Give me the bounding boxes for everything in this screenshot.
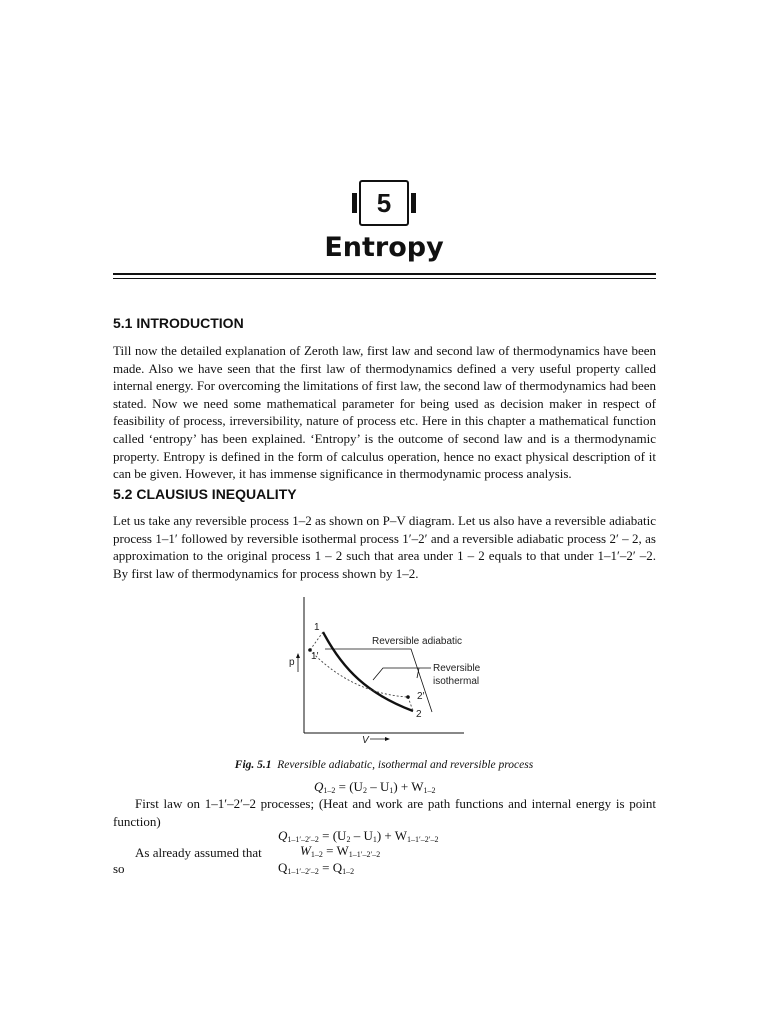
badge-right-bar	[411, 193, 416, 213]
label-p-axis: p	[289, 657, 295, 668]
title-rule-thick	[113, 273, 656, 275]
figure-number: Fig. 5.1	[234, 759, 272, 771]
badge-left-bar	[352, 193, 357, 213]
label-point-1p: 1′	[311, 651, 319, 662]
label-isothermal: isothermal	[433, 676, 480, 687]
equation-work-equality: $W_{1-2} = W_{1-1'-2'-2}$	[300, 843, 381, 859]
equation-first-law-path: $Q_{1-1'-2'-2} = (U_2 - U_1) + W_{1-1'-2'-2}$	[278, 828, 439, 844]
label-point-2: 2	[416, 709, 422, 720]
isothermal-dashed-curve	[310, 650, 408, 697]
chapter-number: 5	[359, 180, 409, 226]
section-heading-clausius: 5.2 CLAUSIUS INEQUALITY	[113, 486, 297, 502]
isothermal-leader-left	[373, 668, 419, 680]
so-text: so	[113, 861, 125, 876]
p-arrowhead	[296, 653, 300, 658]
pv-diagram	[283, 592, 483, 752]
chapter-badge	[352, 180, 416, 226]
label-v-axis: V	[362, 735, 369, 746]
chapter-title: Entropy	[324, 232, 444, 263]
adiabatic-1-1p	[310, 632, 323, 650]
section-heading-introduction: 5.1 INTRODUCTION	[113, 315, 244, 331]
label-reversible: Reversible	[433, 663, 481, 674]
title-rule-thin	[113, 278, 656, 279]
equation-first-law-1-2: $Q_{1-2} = (U_2 - U_1) + W_{1-2}$	[314, 779, 436, 795]
v-arrowhead	[385, 737, 390, 741]
figure-caption	[0, 759, 768, 771]
label-point-2p: 2′	[417, 691, 425, 702]
label-point-1: 1	[314, 622, 320, 633]
first-law-paragraph: First law on 1–1′–2′–2 processes; (Heat and work are path functions and internal energy is point function)	[113, 796, 656, 829]
equation-heat-equality: $Q_{1-1'-2'-2} = Q_{1-2}$	[278, 860, 355, 876]
introduction-paragraph: Till now the detailed explanation of Zeroth law, first law and second law of thermodynamics have been made. Also we have seen that the first law of thermodynamics defined a very useful property called internal energy. For overcoming the limitations of first law, the second law of thermodynamics had been stated. Now we need some mathematical parameter for being used as decision maker in respect of feasibility of process, irreversibility, nature of process etc. Here in this chapter a mathematical function called ‘entropy’ has been explained. ‘Entropy’ is the outcome of second law and is a thermodynamic property. Entropy is defined in the form of calculus operation, hence no exact physical description of it can be given. However, it has immense significance in thermodynamic process analysis.	[113, 343, 656, 482]
point-2p	[406, 695, 410, 699]
clausius-paragraph: Let us take any reversible process 1–2 as shown on P–V diagram. Let us also have a reversible adiabatic process 1–1′ followed by reversible isothermal process 1′–2′ and a reversible adiabatic process 2′ – 2, as approximation to the original process 1 – 2 such that area under 1 – 2 equals to that under 1–1′–2′ –2. By first law of thermodynamics for process shown by 1–2.	[113, 513, 656, 581]
figure-caption-text: Reversible adiabatic, isothermal and reversible process	[277, 759, 534, 771]
label-reversible-adiabatic: Reversible adiabatic	[372, 636, 463, 647]
assumed-text: As already assumed that	[135, 845, 262, 860]
